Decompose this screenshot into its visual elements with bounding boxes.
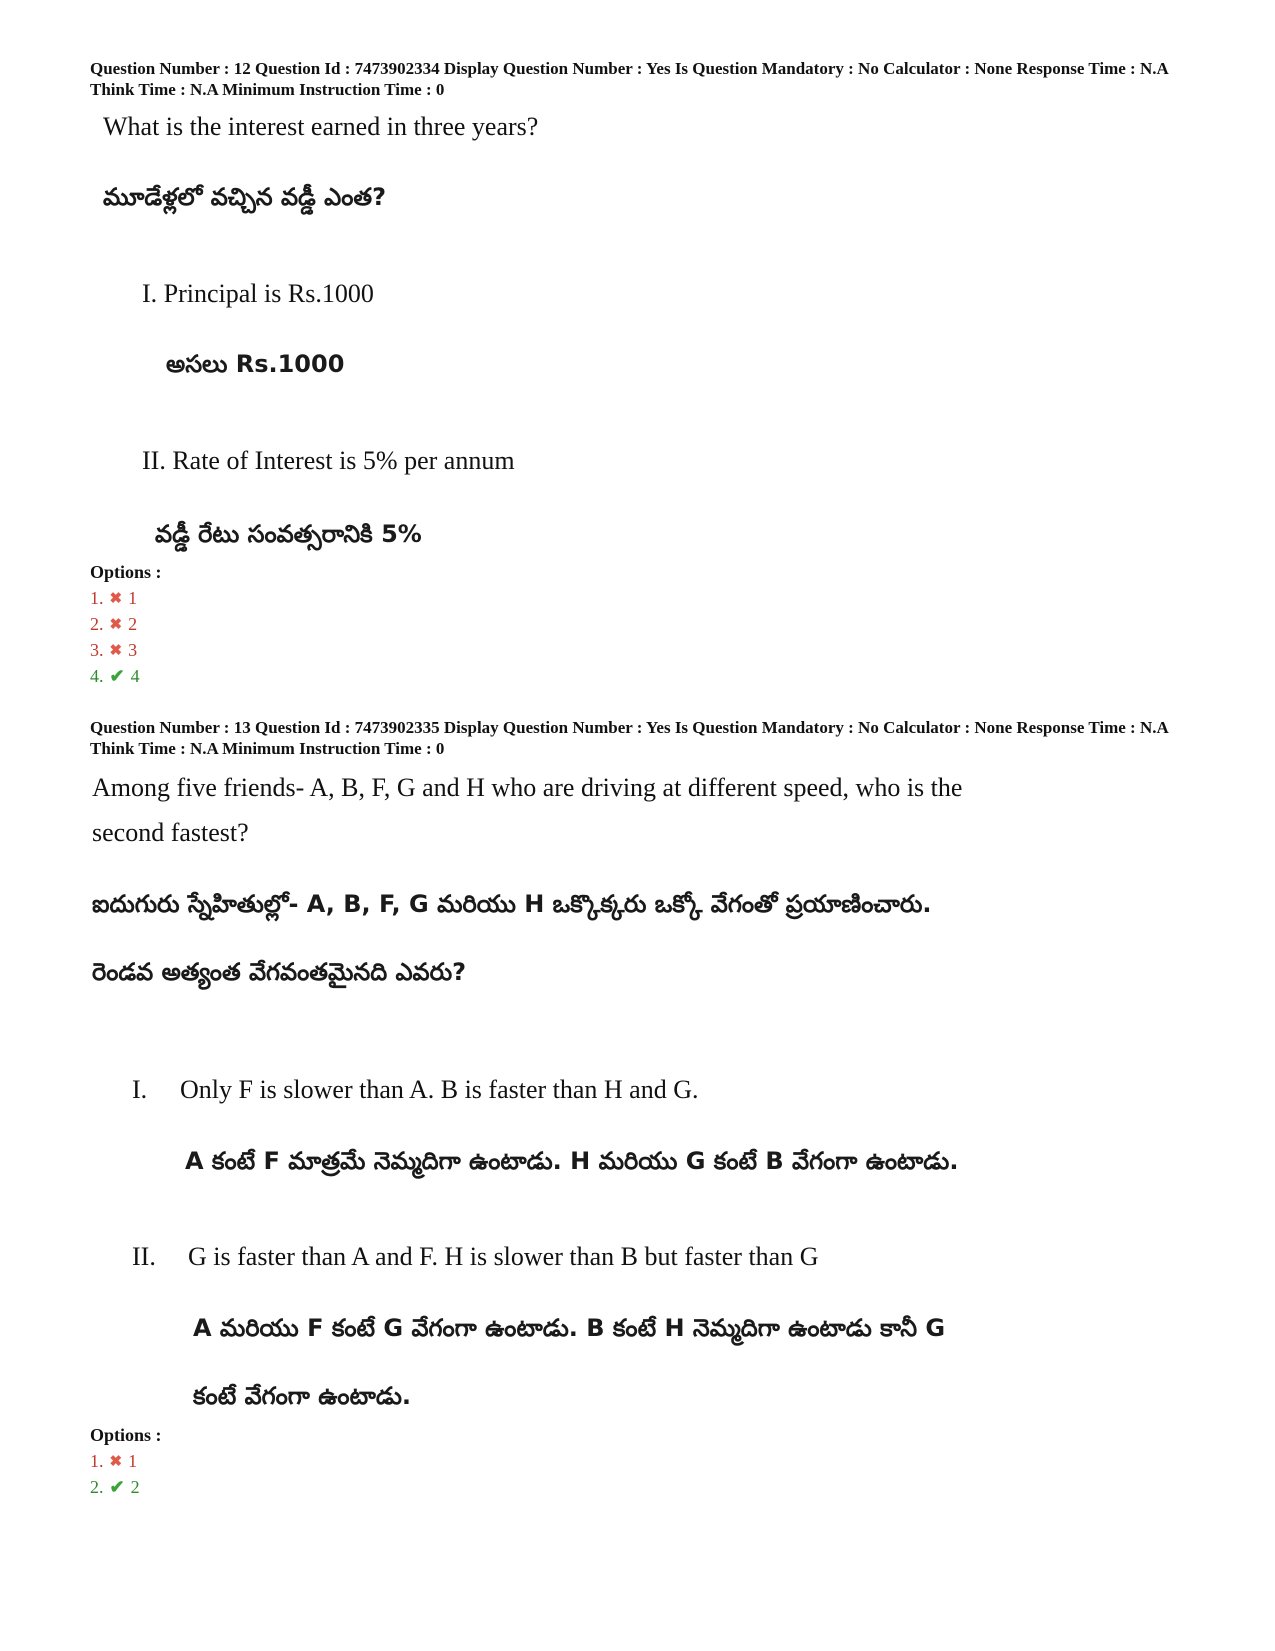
q12-option-2: 2. ✖ 2	[90, 614, 138, 634]
cross-mark-icon: ✖	[109, 617, 123, 633]
q13-question-te-line1: ఐదుగురు స్నేహితుల్లో- A, B, F, G మరియు H ఒక్కొక్కరు ఒక్కో వేగంతో ప్రయాణించారు.	[92, 890, 932, 918]
q13-question-en-line2: second fastest?	[92, 818, 249, 847]
check-mark-icon: ✔	[109, 1477, 125, 1497]
q13-statement-2-en: G is faster than A and F. H is slower than B but faster than G	[188, 1242, 819, 1271]
check-mark-icon: ✔	[109, 666, 125, 686]
q12-statement-2-en: II. Rate of Interest is 5% per annum	[142, 446, 515, 475]
q12-question-te: మూడేళ్లలో వచ్చిన వడ్డీ ఎంత?	[103, 183, 386, 211]
q12-option-4: 4. ✔ 4	[90, 666, 140, 686]
q12-statement-1-en: I. Principal is Rs.1000	[142, 279, 374, 308]
q12-meta: Question Number : 12 Question Id : 7473902334 Display Question Number : Yes Is Question Mandatory : No Calculator : None Response Time : N.A Think Time : N.A Minimum Instruction Time : 0	[90, 59, 1168, 99]
q13-options-label: Options :	[90, 1425, 162, 1445]
q13-option-1: 1. ✖ 1	[90, 1451, 138, 1471]
q13-option-2: 2. ✔ 2	[90, 1477, 140, 1497]
q13-statement-1-num: I.	[132, 1075, 148, 1104]
q13-statement-1-te: A కంటే F మాత్రమే నెమ్మదిగా ఉంటాడు. H మరియు G కంటే B వేగంగా ఉంటాడు.	[185, 1147, 959, 1175]
q13-question-te-line2: రెండవ అత్యంత వేగవంతమైనది ఎవరు?	[92, 958, 467, 986]
q12-option-1: 1. ✖ 1	[90, 588, 138, 608]
cross-mark-icon: ✖	[109, 643, 123, 659]
q13-statement-2-te-line2: కంటే వేగంగా ఉంటాడు.	[193, 1382, 411, 1410]
q13-statement-2-num: II.	[132, 1242, 156, 1271]
q12-statement-2-te: వడ్డీ రేటు సంవత్సరానికి 5%	[155, 520, 422, 548]
q13-meta: Question Number : 13 Question Id : 7473902335 Display Question Number : Yes Is Question Mandatory : No Calculator : None Response Time : N.A Think Time : N.A Minimum Instruction Time : 0	[90, 718, 1168, 758]
q12-option-3: 3. ✖ 3	[90, 640, 138, 660]
cross-mark-icon: ✖	[109, 1454, 123, 1470]
cross-mark-icon: ✖	[109, 591, 123, 607]
q13-question-en-line1: Among five friends- A, B, F, G and H who are driving at different speed, who is the	[92, 773, 963, 802]
q12-options-label: Options :	[90, 562, 162, 582]
q12-question-en: What is the interest earned in three years?	[103, 112, 539, 141]
q13-statement-1-en: Only F is slower than A. B is faster than H and G.	[180, 1075, 699, 1104]
q12-statement-1-te: అసలు Rs.1000	[166, 350, 345, 378]
q13-statement-2-te-line1: A మరియు F కంటే G వేగంగా ఉంటాడు. B కంటే H నెమ్మదిగా ఉంటాడు కానీ G	[193, 1314, 946, 1342]
